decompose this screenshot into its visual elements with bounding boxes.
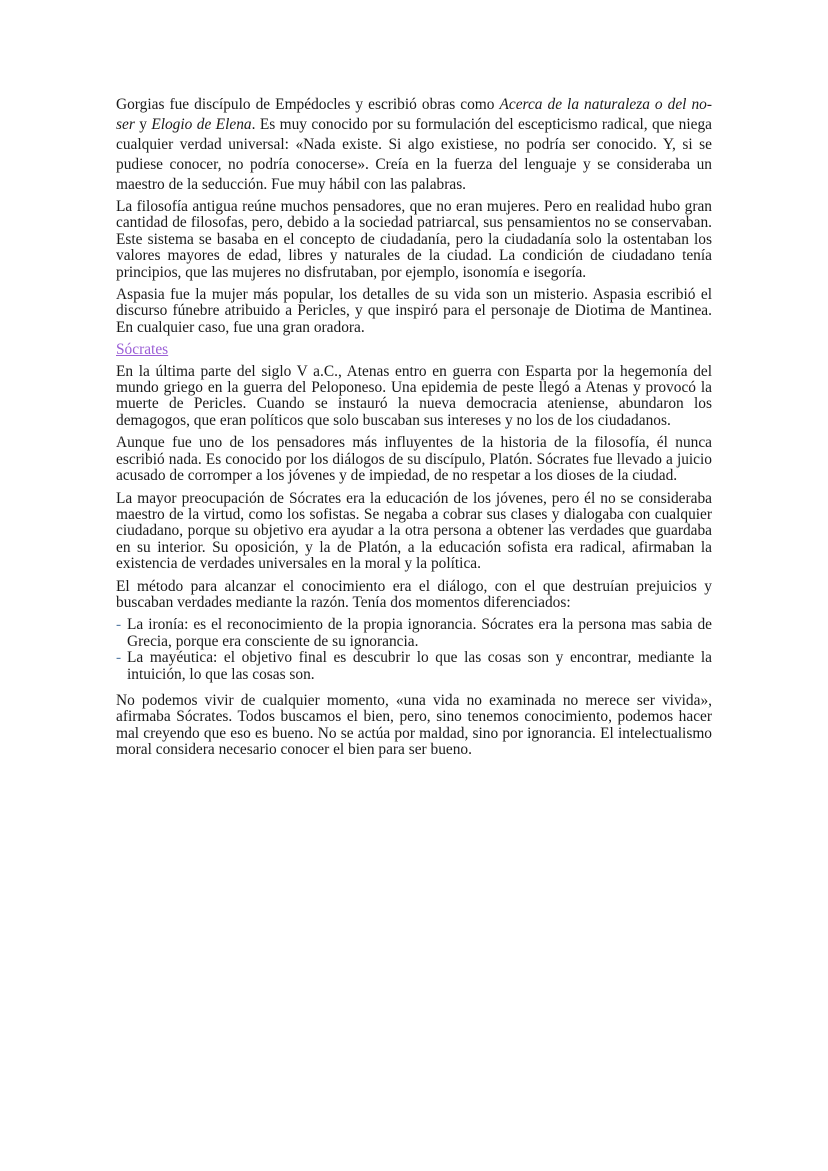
paragraph-gorgias bbox=[116, 95, 712, 195]
document-page bbox=[116, 95, 712, 765]
list-item-mayeutica bbox=[116, 650, 712, 683]
text: y bbox=[134, 116, 152, 133]
text: . Es muy conocido por su formulación del escepticismo radical, que niega cualquier verdad universal: «Nada existe. Si algo existiese, no podría ser conocido. Y, si se pudiese conocer, no podría conocerse». Creía en la fuerza del lenguaje y se consideraba un maestro de la seducción. Fue muy hábil con las palabras. bbox=[116, 116, 712, 193]
text: Gorgias fue discípulo de Empédocles y escribió obras como bbox=[116, 96, 500, 113]
socrates-heading-link[interactable]: Sócrates bbox=[116, 341, 169, 359]
list-item-text: La mayéutica: el objetivo final es descubrir lo que las cosas son y encontrar, mediante la intuición, lo que las cosas son. bbox=[127, 649, 712, 683]
paragraph-aunque: Aunque fue uno de los pensadores más influyentes de la historia de la filosofía, él nunca escribió nada. Es conocido por los diálogos de su discípulo, Platón. Sócrates fue llevado a juicio acusado de corromper a los jóvenes y de impiedad, de no respetar a los dioses de la ciudad. bbox=[116, 434, 712, 485]
paragraph-conclusion: No podemos vivir de cualquier momento, «una vida no examinada no merece ser vivida», afirmaba Sócrates. Todos buscamos el bien, pero, sino tenemos conocimiento, podemos hacer mal creyendo que eso es bueno. No se actúa por maldad, sino por ignorancia. El intelectualismo moral considera necesario conocer el bien para ser bueno. bbox=[116, 691, 712, 759]
paragraph-aspasia: Aspasia fue la mujer más popular, los detalles de su vida son un misterio. Aspasia escribió el discurso fúnebre atribuido a Pericles, y que inspiró para el personaje de Diotima de Mantinea. En cualquier caso, fue una gran oradora. bbox=[116, 286, 712, 336]
list-item-text: La ironía: es el reconocimiento de la propia ignorancia. Sócrates era la persona mas sabia de Grecia, porque era consciente de su ignorancia. bbox=[127, 616, 712, 650]
paragraph-educacion: La mayor preocupación de Sócrates era la educación de los jóvenes, pero él no se consideraba maestro de la virtud, como los sofistas. Se negaba a cobrar sus clases y dialogaba con cualquier ciudadano, porque su objetivo era ayudar a la otra persona a obtener las verdades que guardaba en su interior. Su oposición, y la de Platón, a la educación sofista era radical, afirmaban la existencia de verdades universales en la moral y la política. bbox=[116, 489, 712, 573]
paragraph-atenas: En la última parte del siglo V a.C., Atenas entro en guerra con Esparta por la hegemonía del mundo griego en la guerra del Peloponeso. Una epidemia de peste llegó a Atenas y provocó la muerte de Pericles. Cuando se instauró la nueva democracia ateniense, abundaron los demagogos, que eran políticos que solo buscaban sus intereses y no los de los ciudadanos. bbox=[116, 362, 712, 429]
work-title: Elogio de Elena bbox=[151, 116, 252, 133]
method-list bbox=[116, 617, 712, 683]
dash-bullet-icon: - bbox=[116, 616, 122, 634]
dash-bullet-icon: - bbox=[116, 649, 122, 667]
paragraph-filosofas: La filosofía antigua reúne muchos pensadores, que no eran mujeres. Pero en realidad hubo gran cantidad de filosofas, pero, debido a la sociedad patriarcal, sus pensamientos no se conservaban. Este sistema se basaba en el concepto de ciudadanía, pero la ciudadanía solo la ostentaban los valores mayores de edad, libres y naturales de la ciudad. La condición de ciudadano tenía principios, que las mujeres no disfrutaban, por ejemplo, isonomía e isegoría. bbox=[116, 198, 712, 281]
paragraph-metodo: El método para alcanzar el conocimiento era el diálogo, con el que destruían prejuicios y buscaban verdades mediante la razón. Tenía dos momentos diferenciados: bbox=[116, 577, 712, 611]
list-item-ironia bbox=[116, 617, 712, 650]
work-title: Acerca de la naturaleza o del no-ser bbox=[116, 96, 712, 133]
